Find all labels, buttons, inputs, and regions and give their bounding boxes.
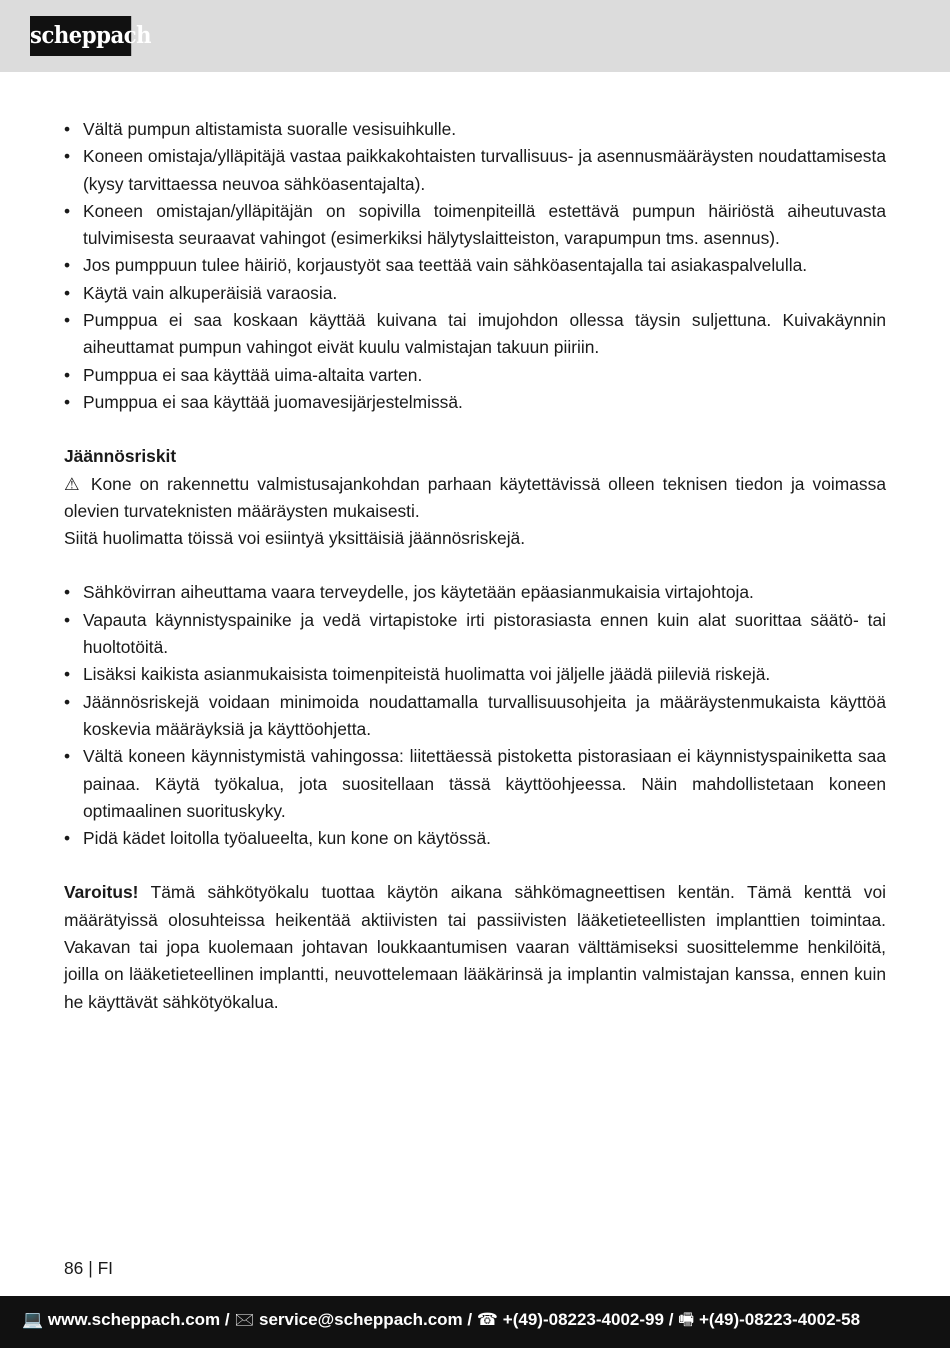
page-language: FI [97, 1258, 114, 1278]
residual-risks-list [64, 579, 886, 852]
contact-footer [0, 1296, 950, 1348]
list-item: • Koneen omistajan/ylläpitäjän on sopivilla toimenpiteillä estettävä pumpun häiriöstä aiheutuvasta tulvimisesta seuraavat vahingot (esimerkiksi hälytyslaitteiston, varapumpun tms. asennus). [64, 198, 886, 253]
brand-logo: scheppach [30, 16, 131, 56]
header-band [0, 0, 950, 72]
warning-label: Varoitus! [64, 882, 139, 903]
list-item: • Jos pumppuun tulee häiriö, korjaustyöt saa teettää vain sähköasentajalla tai asiakaspalvelulla. [64, 252, 886, 279]
bullet-icon: • [64, 146, 71, 167]
page-number: 86 | FI [64, 1258, 114, 1278]
fax-number: +(49)-08223-4002-58 [698, 1310, 861, 1329]
warning-triangle-icon: ⚠ [64, 473, 83, 494]
phone-number: +(49)-08223-4002-99 [502, 1310, 664, 1329]
list-item: • Vältä pumpun altistamista suoralle vesisuihkulle. [64, 116, 886, 143]
computer-icon: 💻 [22, 1310, 44, 1329]
bullet-icon: • [64, 582, 71, 603]
spacer [64, 852, 886, 879]
residual-risks-paragraph: ⚠ Kone on rakennettu valmistusajankohdan parhaan käytettävissä olleen teknisen tiedon ja voimassa olevien turvateknisten määräysten mukaisesti. [64, 473, 886, 521]
list-item: • Pumppua ei saa käyttää uima-altaita varten. [64, 362, 886, 389]
emf-warning-paragraph: Varoitus! Tämä sähkötyökalu tuottaa käytön aikana sähkömagneettisen kentän. Tämä kenttä voi määrätyissä olosuhteissa heikentää aktiivisten tai passiivisten lääketieteellisten implanttien toimintaa. Vakavan tai jopa kuolemaan johtavan loukkaantumisen vaaran välttämiseksi suosittelemme henkilöitä, joilla on lääketieteellinen implantti, neuvottelemaan lääkärinsä ja implantin valmistajan kanssa, ennen kuin he käyttävät sähkötyökalua. [64, 882, 886, 1012]
website-link[interactable]: www.scheppach.com [47, 1310, 221, 1329]
list-item: • Vapauta käynnistyspainike ja vedä virtapistoke irti pistorasiasta ennen kuin alat suorittaa säätö- tai huoltotöitä. [64, 607, 886, 662]
bullet-icon: • [64, 609, 71, 630]
list-item: • Pumppua ei saa käyttää juomavesijärjestelmissä. [64, 389, 886, 416]
residual-risks-note: Siitä huolimatta töissä voi esiintyä yksittäisiä jäännösriskejä. [64, 528, 526, 549]
bullet-icon: • [64, 828, 71, 849]
bullet-icon: • [64, 691, 71, 712]
safety-list [64, 116, 886, 416]
list-item: • Käytä vain alkuperäisiä varaosia. [64, 280, 886, 307]
list-item: • Pidä kädet loitolla työalueelta, kun kone on käytössä. [64, 825, 886, 852]
page-content [64, 116, 886, 1016]
fax-icon: 🖷 [678, 1310, 695, 1329]
list-item: • Lisäksi kaikista asianmukaisista toimenpiteistä huolimatta voi jäljelle jäädä piileviä riskejä. [64, 661, 886, 688]
spacer [64, 552, 886, 579]
email-link[interactable]: service@scheppach.com [258, 1310, 463, 1329]
phone-icon: ☎ [476, 1310, 499, 1329]
list-item: • Pumppua ei saa koskaan käyttää kuivana tai imujohdon ollessa täysin suljettuna. Kuivakäynnin aiheuttamat pumpun vahingot eivät kuulu valmistajan takuun piiriin. [64, 307, 886, 362]
bullet-icon: • [64, 310, 71, 331]
bullet-icon: • [64, 664, 71, 685]
list-item: • Vältä koneen käynnistymistä vahingossa: liitettäessä pistoketta pistorasiaan ei käynnistyspainiketta saa painaa. Käytä työkalua, jota suositellaan tässä käyttöohjeessa. Näin mahdollistetaan koneen optimaalinen suorituskyky. [64, 743, 886, 825]
list-item: • Koneen omistaja/ylläpitäjä vastaa paikkakohtaisten turvallisuus- ja asennusmääräysten noudattamisesta (kysy tarvittaessa neuvoa sähköasentajalta). [64, 143, 886, 198]
bullet-icon: • [64, 746, 71, 767]
bullet-icon: • [64, 364, 71, 385]
bullet-icon: • [64, 282, 71, 303]
bullet-icon: • [64, 391, 71, 412]
mail-icon: 🖂 [234, 1310, 255, 1329]
list-item: • Jäännösriskejä voidaan minimoida noudattamalla turvallisuusohjeita ja määräystenmukaista käyttöä koskevia määräyksiä ja käyttöohjetta. [64, 689, 886, 744]
bullet-icon: • [64, 200, 71, 221]
footer-contact-line: 💻 www.scheppach.com / 🖂 service@scheppach.com / ☎ +(49)-08223-4002-99 / 🖷 +(49)-08223-4002-58 [22, 1310, 861, 1329]
list-item: • Sähkövirran aiheuttama vaara terveydelle, jos käytetään epäasianmukaisia virtajohtoja. [64, 579, 886, 606]
bullet-icon: • [64, 255, 71, 276]
page-separator: | [88, 1258, 93, 1278]
residual-risks-heading: Jäännösriskit [64, 446, 177, 467]
bullet-icon: • [64, 119, 71, 139]
